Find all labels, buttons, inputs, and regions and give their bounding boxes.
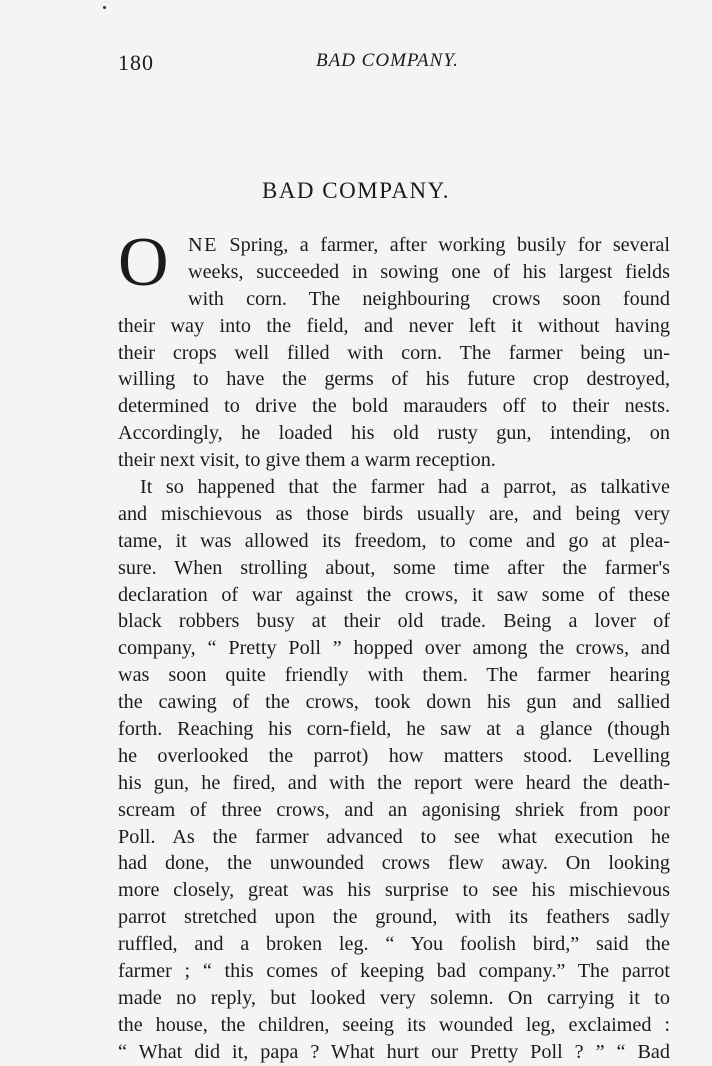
text-line: their crops well filled with corn. The farmer being un-	[118, 341, 670, 364]
text-line: had done, the unwounded crows flew away. On looking	[118, 852, 670, 875]
text-line: ruffled, and a broken leg. “ You foolish bird,” said the	[118, 933, 670, 956]
text-line: parrot stretched upon the ground, with its feathers sadly	[118, 906, 670, 929]
text-line: company, “ Pretty Poll ” hopped over among the crows, and	[118, 637, 670, 660]
text-line: he overlooked the parrot) how matters stood. Levelling	[118, 744, 670, 767]
first-word: NE	[188, 234, 218, 256]
text-line: was soon quite friendly with them. The farmer hearing	[118, 664, 670, 687]
line-text: Spring, a farmer, after working busily for several	[217, 234, 670, 256]
paragraph-2	[118, 474, 670, 1066]
text-line: black robbers busy at their old trade. Being a lover of	[118, 610, 670, 633]
running-head	[118, 50, 618, 80]
text-line: sure. When strolling about, some time after the farmer's	[118, 556, 670, 579]
running-title: BAD COMPANY.	[316, 50, 459, 71]
text-line: their way into the field, and never left it without having	[118, 314, 670, 337]
text-line: It so happened that the farmer had a parrot, as talkative	[140, 476, 670, 499]
text-line: tame, it was allowed its freedom, to come and go at plea-	[118, 529, 670, 552]
drop-cap: O	[118, 224, 169, 301]
text-line: farmer ; “ this comes of keeping bad company.” The parrot	[118, 960, 670, 983]
text-line	[188, 232, 670, 259]
text-line: made no reply, but looked very solemn. On carrying it to	[118, 986, 670, 1009]
text-line: “ What did it, papa ? What hurt our Pretty Poll ? ” “ Bad	[118, 1040, 670, 1063]
text-line: the house, the children, seeing its wounded leg, exclaimed :	[118, 1013, 670, 1036]
text-line: determined to drive the bold marauders off to their nests.	[118, 395, 670, 418]
body-text	[118, 224, 670, 1066]
text-line: his gun, he fired, and with the report were heard the death-	[118, 771, 670, 794]
text-line: Poll. As the farmer advanced to see what execution he	[118, 825, 670, 848]
text-line: and mischievous as those birds usually are, and being very	[118, 502, 670, 525]
text-line: declaration of war against the crows, it saw some of these	[118, 583, 670, 606]
text-line: their next visit, to give them a warm reception.	[118, 449, 496, 472]
page-number: 180	[118, 50, 154, 75]
text-line: scream of three crows, and an agonising shriek from poor	[118, 798, 670, 821]
text-line: weeks, succeeded in sowing one of his largest fields	[188, 260, 670, 283]
text-line: forth. Reaching his corn-field, he saw at a glance (though	[118, 718, 670, 741]
paragraph-1	[118, 224, 670, 474]
text-line: Accordingly, he loaded his old rusty gun, intending, on	[118, 422, 670, 445]
text-line: more closely, great was his surprise to see his mischievous	[118, 879, 670, 902]
ink-speck	[103, 6, 106, 9]
text-line: with corn. The neighbouring crows soon found	[188, 287, 670, 310]
text-line: the cawing of the crows, took down his gun and sallied	[118, 691, 670, 714]
chapter-title: BAD COMPANY.	[261, 178, 450, 203]
text-line: willing to have the germs of his future crop destroyed,	[118, 368, 670, 391]
